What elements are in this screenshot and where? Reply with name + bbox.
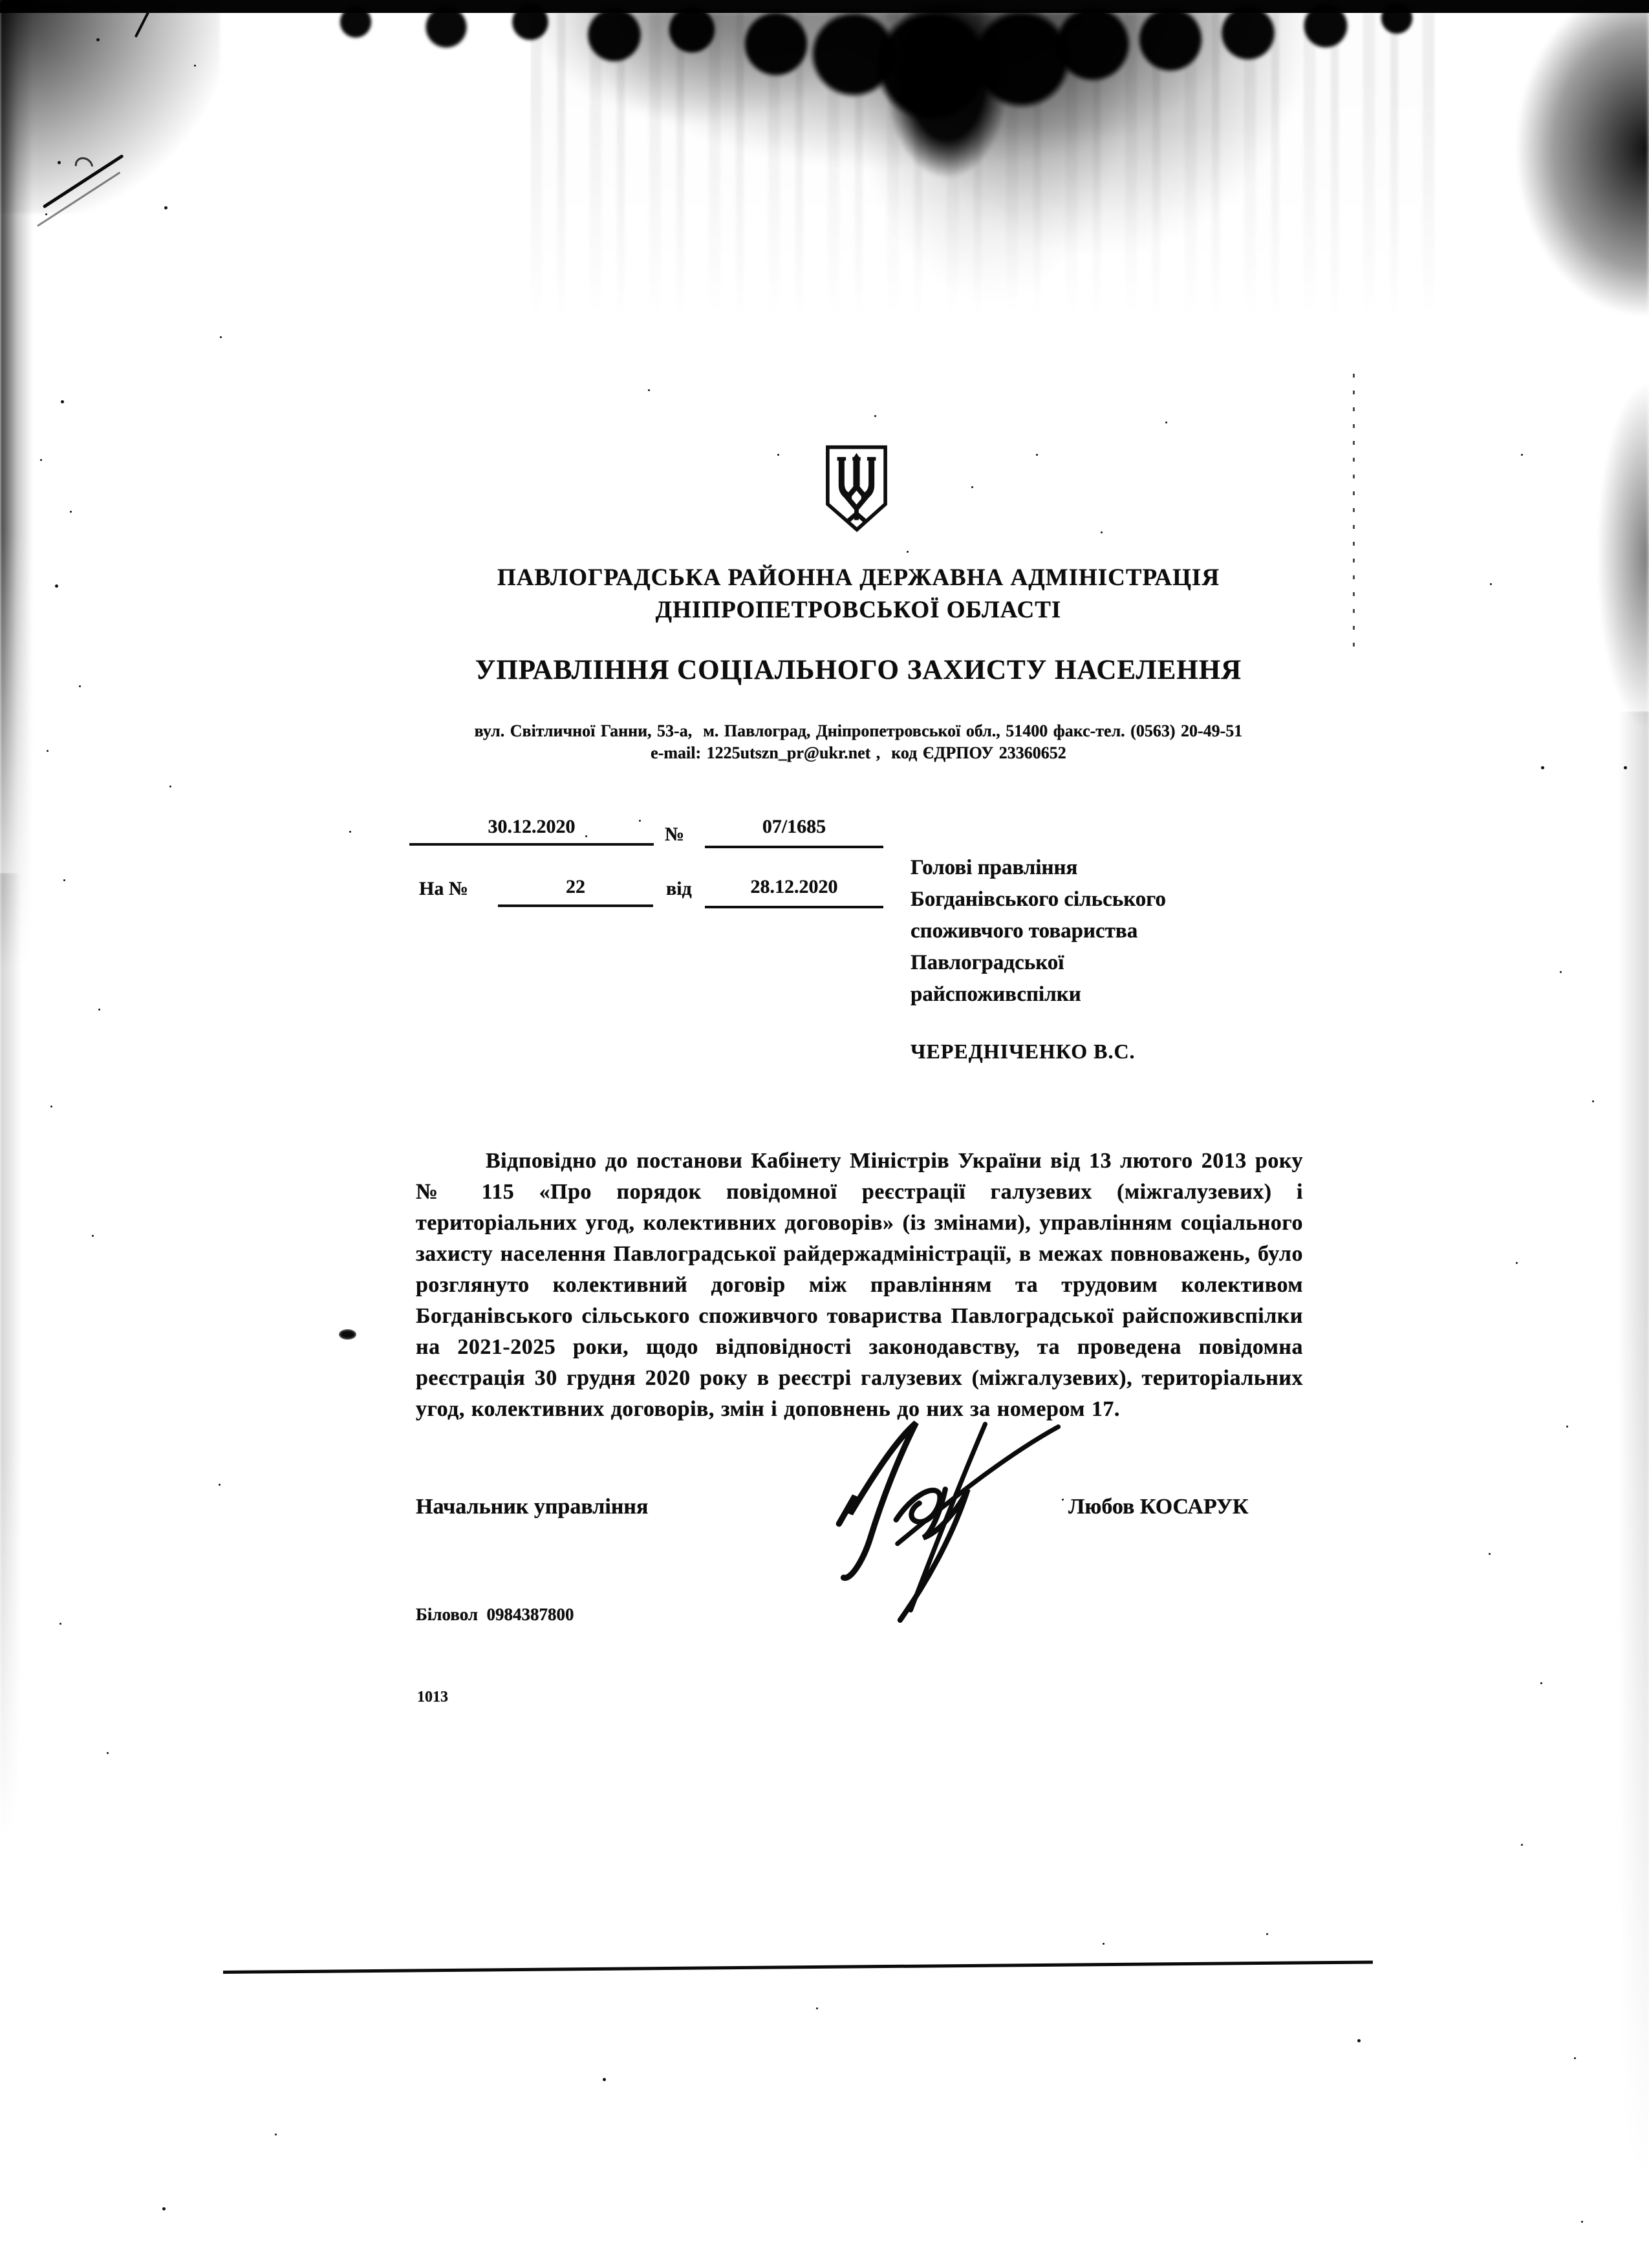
scan-artifact-speckles bbox=[0, 0, 2, 2]
outgoing-date-underline bbox=[409, 843, 654, 846]
outgoing-number-underline bbox=[705, 846, 883, 848]
number-sign-label: № bbox=[665, 824, 685, 845]
recipient-line: Голові правління bbox=[911, 856, 1078, 879]
scan-artifact-corner-top-right bbox=[1455, 0, 1649, 414]
org-name-line2: ДНІПРОПЕТРОВСЬКОЇ ОБЛАСТІ bbox=[655, 597, 1062, 623]
signer-position-title: Начальник управління bbox=[416, 1495, 649, 1519]
reply-date-underline bbox=[705, 906, 883, 908]
scan-artifact-left-edge bbox=[0, 0, 41, 970]
scan-artifact-right-edge-lower bbox=[1610, 711, 1649, 2198]
signer-name: Любов КОСАРУК bbox=[1068, 1495, 1249, 1519]
scan-artifact-right-edge bbox=[1571, 362, 1649, 750]
recipient-line: споживчого товариства bbox=[911, 919, 1138, 943]
reply-to-label: На № bbox=[419, 878, 468, 899]
reply-date: 28.12.2020 bbox=[750, 876, 838, 897]
address-line1: вул. Світличної Ганни, 53-а, м. Павлоград, Дніпропетровської обл., 51400 факс-тел. (0563) 20-49-51 bbox=[474, 722, 1243, 740]
department-name: УПРАВЛІННЯ СОЦІАЛЬНОГО ЗАХИСТУ НАСЕЛЕННЯ bbox=[475, 655, 1242, 685]
reply-to-number: 22 bbox=[566, 876, 585, 897]
org-name-line1: ПАВЛОГРАДСЬКА РАЙОННА ДЕРЖАВНА АДМІНІСТРАЦІЯ bbox=[497, 564, 1220, 591]
recipient-name: ЧЕРЕДНІЧЕНКО В.С. bbox=[911, 1040, 1136, 1063]
scan-artifact-left-edge-lower bbox=[0, 873, 27, 1843]
body-paragraph: Відповідно до постанови Кабінету Міністрів України від 13 лютого 2013 року № 115 «Про порядок повідомної реєстрації галузевих (міжгалузевих) і територіальних угод, колективних договорів» (із змінами), управлінням соціального захисту населення Павлоградської райдержадміністрації, в межах повноважень, було розглянуто колективний договір між правлінням та трудовим колективом Богданівського сільського споживчого товариства Павлоградської райспоживспілки на 2021-2025 роки, щодо відповідності законодавству, та проведена повідомна реєстрація 30 грудня 2020 року в реєстрі галузевих (міжгалузевих), територіальних угод, колективних договорів, змін і доповнень до них за номером 17. bbox=[416, 1149, 1303, 1421]
recipient-line: райспоживспілки bbox=[911, 983, 1081, 1006]
scan-artifact-streaks bbox=[530, 13, 1436, 362]
reply-date-label: від bbox=[666, 878, 692, 899]
address-line2: e-mail: 1225utszn_pr@ukr.net , код ЄДРПОУ 23360652 bbox=[651, 744, 1066, 762]
scan-artifact-dotted-line bbox=[1353, 374, 1355, 652]
scan-artifact-ink-spot bbox=[339, 1329, 356, 1340]
outgoing-date: 30.12.2020 bbox=[488, 816, 576, 837]
executor-contact: Біловол 0984387800 bbox=[416, 1605, 574, 1624]
recipient-line: Павлоградської bbox=[911, 951, 1064, 974]
recipient-block bbox=[911, 852, 1311, 1011]
bottom-rule-line bbox=[223, 1960, 1373, 1974]
document-code: 1013 bbox=[417, 1689, 448, 1706]
ukraine-trident-emblem bbox=[823, 437, 890, 540]
handwritten-signature bbox=[831, 1416, 1070, 1636]
outgoing-number: 07/1685 bbox=[762, 816, 826, 837]
recipient-line: Богданівського сільського bbox=[911, 888, 1166, 911]
reply-number-underline bbox=[498, 904, 653, 907]
